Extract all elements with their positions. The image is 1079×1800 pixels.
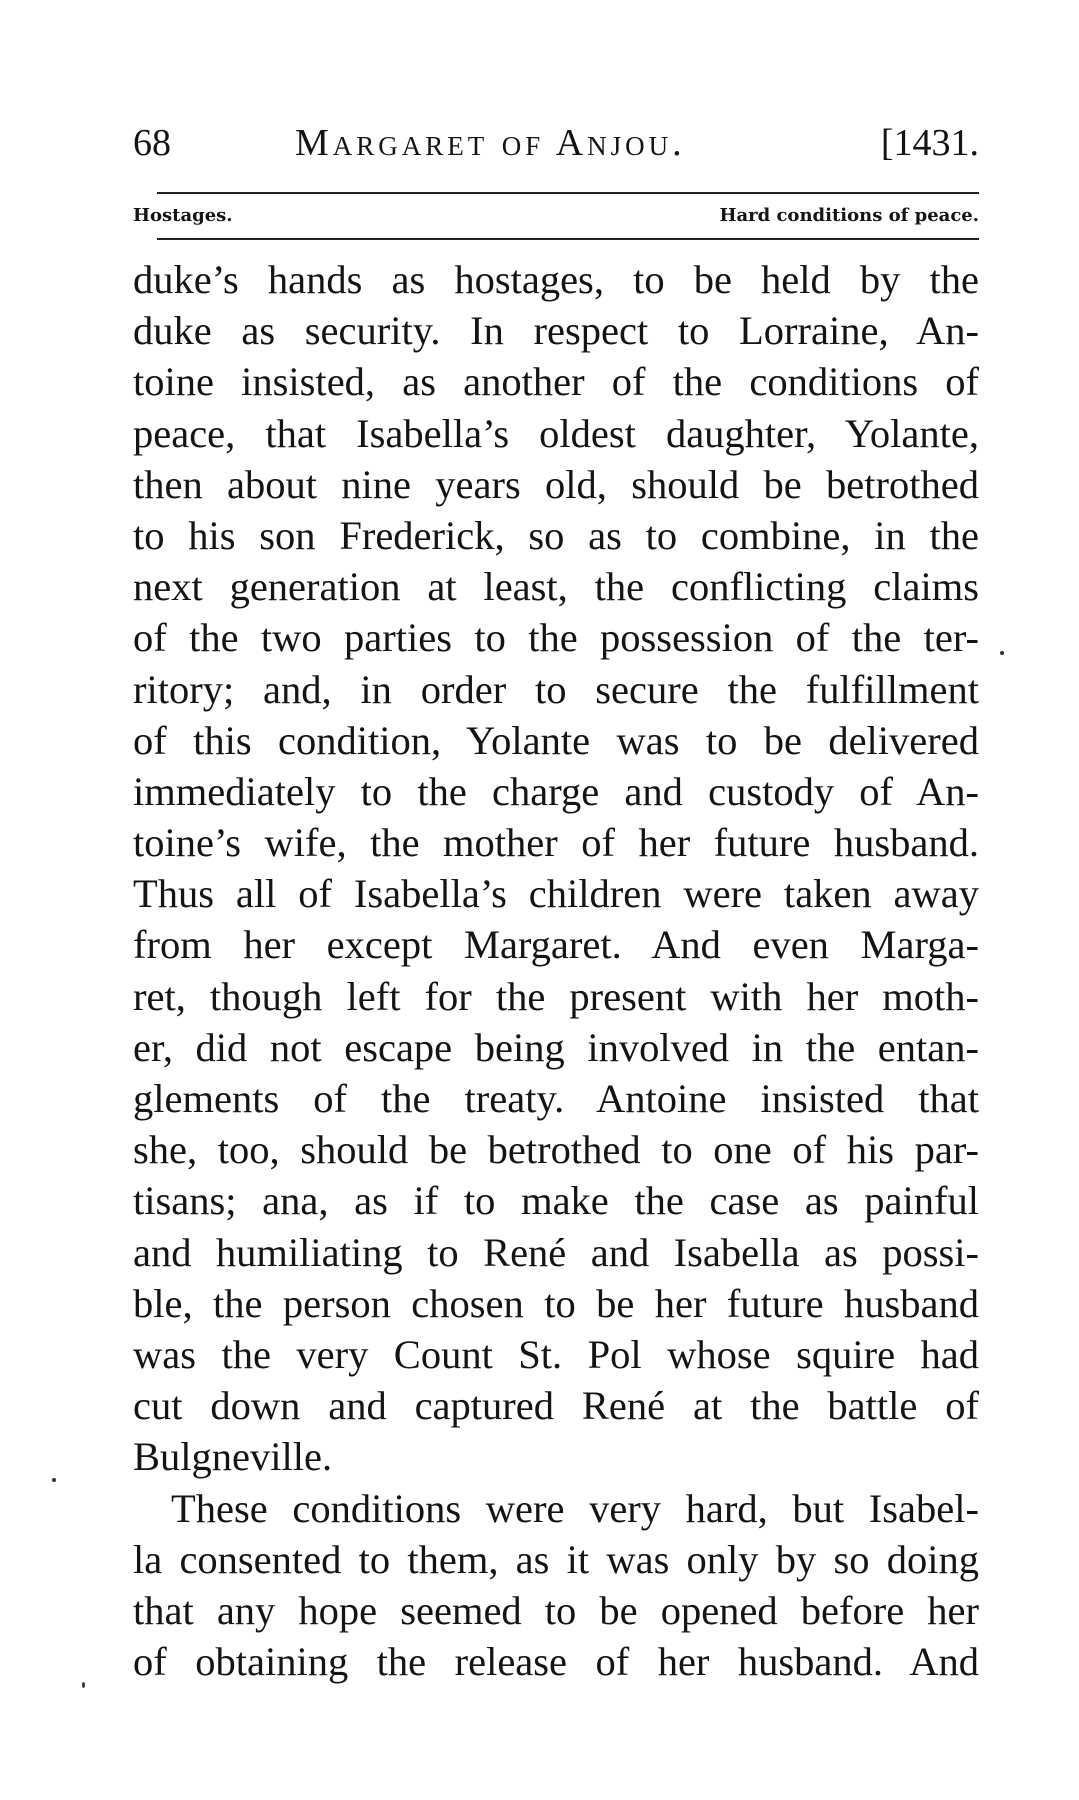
- text-line: la consented to them, as it was only by so doing: [133, 1536, 979, 1582]
- subhead-right: Hard conditions of peace.: [719, 205, 979, 226]
- text-line: from her except Margaret. And even Marga-: [133, 922, 979, 968]
- text-line: ret, though left for the present with her moth-: [133, 973, 979, 1019]
- print-speck: [82, 1682, 85, 1688]
- text-line: of this condition, Yolante was to be delivered: [133, 717, 979, 763]
- text-line: duke’s hands as hostages, to be held by the: [133, 257, 979, 302]
- header-rule-bottom: [157, 238, 979, 240]
- text-line: and humiliating to René and Isabella as possi-: [133, 1229, 979, 1275]
- print-speck: [52, 1478, 56, 1482]
- text-line: peace, that Isabella’s oldest daughter, Yolante,: [133, 410, 979, 456]
- subhead-left: Hostages.: [133, 205, 233, 226]
- text-line: that any hope seemed to be opened before her: [133, 1587, 979, 1633]
- text-line: ritory; and, in order to secure the fulfillment: [133, 666, 979, 712]
- text-line: then about nine years old, should be betrothed: [133, 461, 979, 507]
- text-line: Bulgneville.: [133, 1434, 333, 1480]
- year-marker: [1431.: [880, 122, 979, 164]
- print-speck: [1000, 651, 1004, 655]
- text-line: she, too, should be betrothed to one of his par-: [133, 1127, 979, 1173]
- text-line: cut down and captured René at the battle of: [133, 1383, 979, 1429]
- text-line: was the very Count St. Pol whose squire had: [133, 1331, 979, 1377]
- header-rule-top: [157, 192, 979, 194]
- text-line: to his son Frederick, so as to combine, in the: [133, 512, 979, 558]
- text-line: These conditions were very hard, but Isabel-: [171, 1485, 979, 1531]
- text-line: ble, the person chosen to be her future husband: [133, 1280, 979, 1326]
- text-line: toine’s wife, the mother of her future husband.: [133, 820, 979, 866]
- text-line: immediately to the charge and custody of An-: [133, 768, 979, 814]
- text-line: Thus all of Isabella’s children were taken away: [133, 871, 979, 917]
- text-line: of obtaining the release of her husband. And: [133, 1639, 979, 1685]
- text-line: toine insisted, as another of the conditions of: [133, 359, 979, 405]
- book-title: Margaret of Anjou.: [295, 122, 686, 164]
- body-text: [133, 254, 979, 1687]
- text-line: er, did not escape being involved in the entan-: [133, 1024, 979, 1070]
- text-line: glements of the treaty. Antoine insisted that: [133, 1076, 979, 1121]
- text-line: next generation at least, the conflicting claims: [133, 564, 979, 610]
- running-head: [133, 116, 979, 170]
- text-line: of the two parties to the possession of the ter-: [133, 615, 979, 661]
- text-line: tisans; ana, as if to make the case as painful: [133, 1178, 979, 1224]
- text-line: duke as security. In respect to Lorraine, An-: [133, 308, 979, 354]
- page-number: 68: [133, 122, 171, 164]
